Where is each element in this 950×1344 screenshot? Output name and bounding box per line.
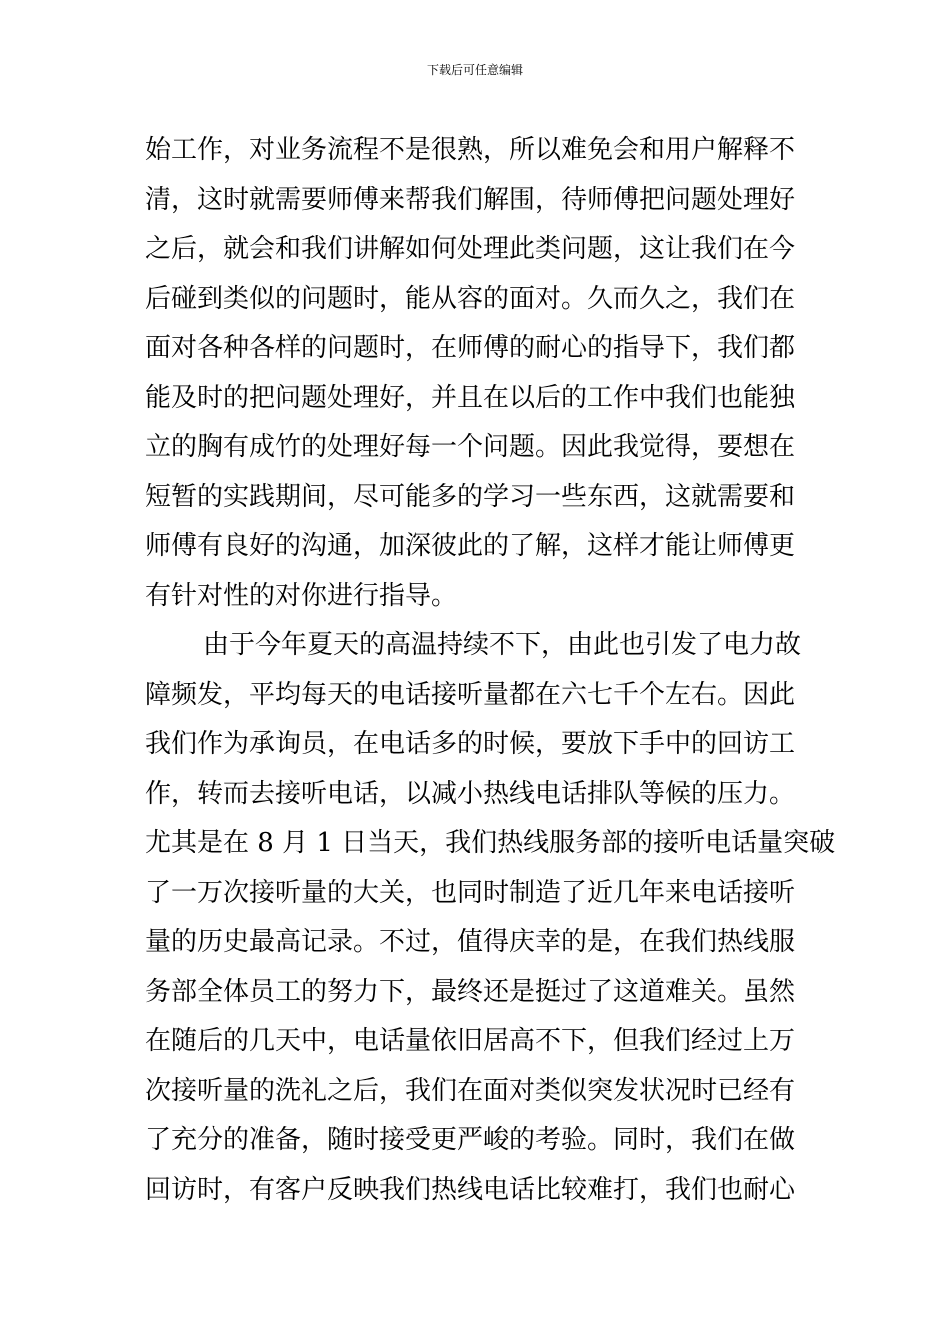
text-line: 短暂的实践期间，尽可能多的学习一些东西，这就需要和 bbox=[145, 481, 796, 512]
text-line: 师傅有良好的沟通，加深彼此的了解，这样才能让师傅更 bbox=[145, 531, 796, 561]
text-line: 了充分的准备，随时接受更严峻的考验。同时，我们在做 bbox=[145, 1125, 796, 1155]
text-line: 量的历史最高记录。不过，值得庆幸的是，在我们热线服 bbox=[145, 927, 796, 957]
paragraph-first-line: 由于今年夏天的高温持续不下，由此也引发了电力故 bbox=[203, 630, 802, 660]
text-line: 次接听量的洗礼之后，我们在面对类似突发状况时已经有 bbox=[145, 1075, 796, 1106]
text-line: 了一万次接听量的大关，也同时制造了近几年来电话接听 bbox=[145, 877, 796, 908]
text-line: 作，转而去接听电话，以减小热线电话排队等候的压力。 bbox=[145, 778, 796, 809]
text-line: 尤其是在 8 月 1 日当天，我们热线服务部的接听电话量突破 bbox=[145, 828, 836, 858]
text-line: 清，这时就需要师傅来帮我们解围，待师傅把问题处理好 bbox=[145, 184, 796, 215]
text-line: 我们作为承询员，在电话多的时候，要放下手中的回访工 bbox=[145, 729, 796, 759]
text-line: 立的胸有成竹的处理好每一个问题。因此我觉得，要想在 bbox=[145, 432, 796, 462]
text-line: 后碰到类似的问题时，能从容的面对。久而久之，我们在 bbox=[145, 283, 796, 314]
text-line: 面对各种各样的问题时，在师傅的耐心的指导下，我们都 bbox=[145, 333, 796, 363]
document-body bbox=[145, 126, 836, 1215]
text-line: 在随后的几天中，电话量依旧居高不下，但我们经过上万 bbox=[145, 1026, 796, 1056]
text-line: 务部全体员工的努力下，最终还是挺过了这道难关。虽然 bbox=[145, 976, 796, 1007]
text-line: 能及时的把问题处理好，并且在以后的工作中我们也能独 bbox=[145, 382, 796, 413]
text-line: 回访时，有客户反映我们热线电话比较难打，我们也耐心 bbox=[145, 1174, 796, 1205]
page-header: 下载后可任意编辑 bbox=[426, 63, 523, 77]
text-line: 之后，就会和我们讲解如何处理此类问题，这让我们在今 bbox=[145, 234, 796, 264]
text-line: 障频发，平均每天的电话接听量都在六七千个左右。因此 bbox=[145, 679, 796, 710]
text-line: 始工作，对业务流程不是很熟，所以难免会和用户解释不 bbox=[145, 135, 796, 165]
text-line: 有针对性的对你进行指导。 bbox=[145, 580, 458, 611]
